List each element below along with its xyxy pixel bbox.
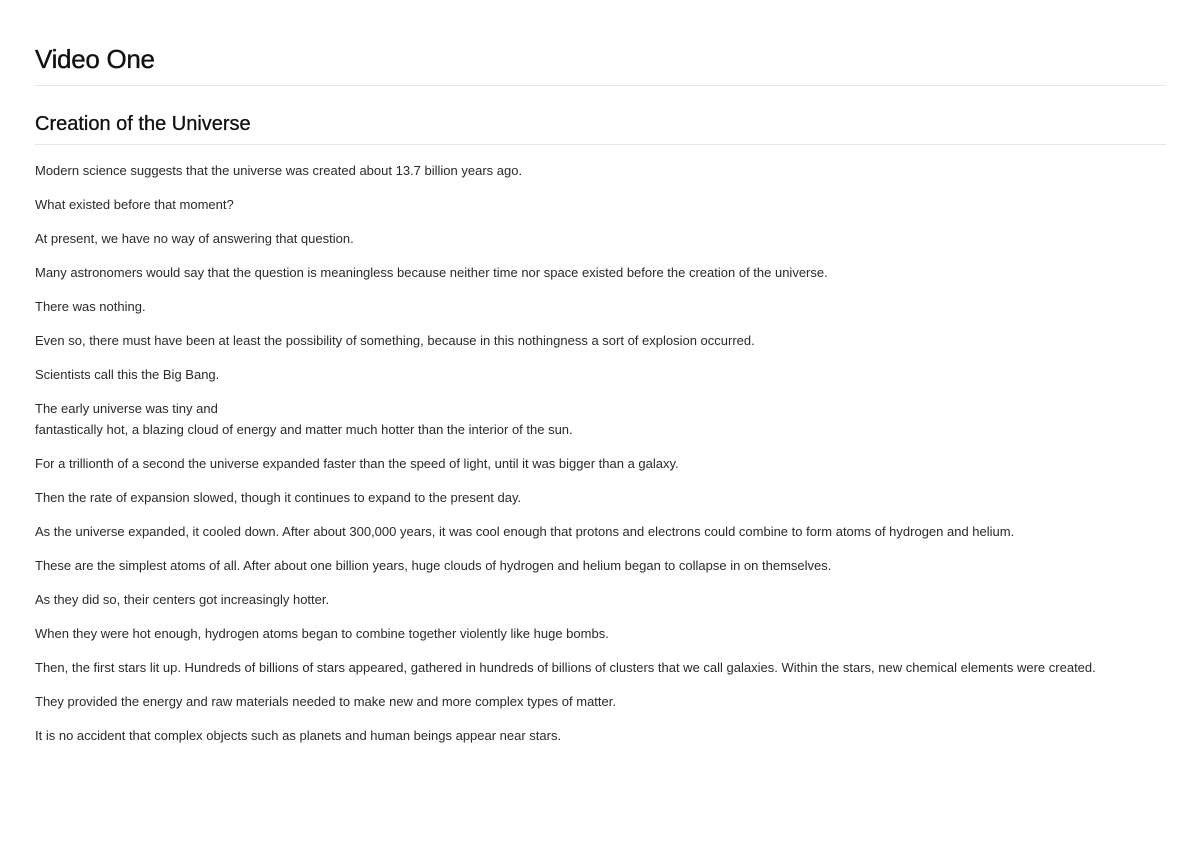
section-heading: Creation of the Universe — [35, 113, 1166, 145]
paragraph: Modern science suggests that the universe was created about 13.7 billion years ago. — [35, 163, 523, 178]
paragraph: At present, we have no way of answering that question. — [35, 231, 354, 246]
paragraph: What existed before that moment? — [35, 197, 234, 212]
paragraph-list — [35, 161, 1166, 746]
paragraph: They provided the energy and raw materials needed to make new and more complex types of matter. — [35, 693, 616, 709]
paragraph: It is no accident that complex objects such as planets and human beings appear near stars. — [35, 727, 562, 743]
paragraph: Scientists call this the Big Bang. — [35, 367, 220, 382]
paragraph: When they were hot enough, hydrogen atoms began to combine together violently like huge bombs. — [35, 625, 609, 641]
paragraph: Then, the first stars lit up. Hundreds of billions of stars appeared, gathered in hundreds of billions of clusters that we call galaxies. Within the stars, new chemical elements were created. — [35, 659, 1096, 675]
paragraph: These are the simplest atoms of all. After about one billion years, huge clouds of hydrogen and helium began to collapse in on themselves. — [35, 557, 832, 573]
paragraph: For a trillionth of a second the universe expanded faster than the speed of light, until it was bigger than a galaxy. — [35, 455, 679, 471]
paragraph: There was nothing. — [35, 299, 146, 314]
paragraph: Many astronomers would say that the question is meaningless because neither time nor space existed before the creation of the universe. — [35, 265, 828, 280]
paragraph: As they did so, their centers got increasingly hotter. — [35, 591, 330, 607]
page-title: Video One — [35, 44, 1166, 86]
paragraph: As the universe expanded, it cooled down. After about 300,000 years, it was cool enough that protons and electrons could combine to form atoms of hydrogen and helium. — [35, 523, 1015, 539]
paragraph: Then the rate of expansion slowed, though it continues to expand to the present day. — [35, 489, 522, 505]
paragraph: The early universe was tiny and fantastically hot, a blazing cloud of energy and matter much hotter than the interior of the sun. — [35, 401, 573, 437]
paragraph: Even so, there must have been at least the possibility of something, because in this nothingness a sort of explosion occurred. — [35, 333, 755, 348]
